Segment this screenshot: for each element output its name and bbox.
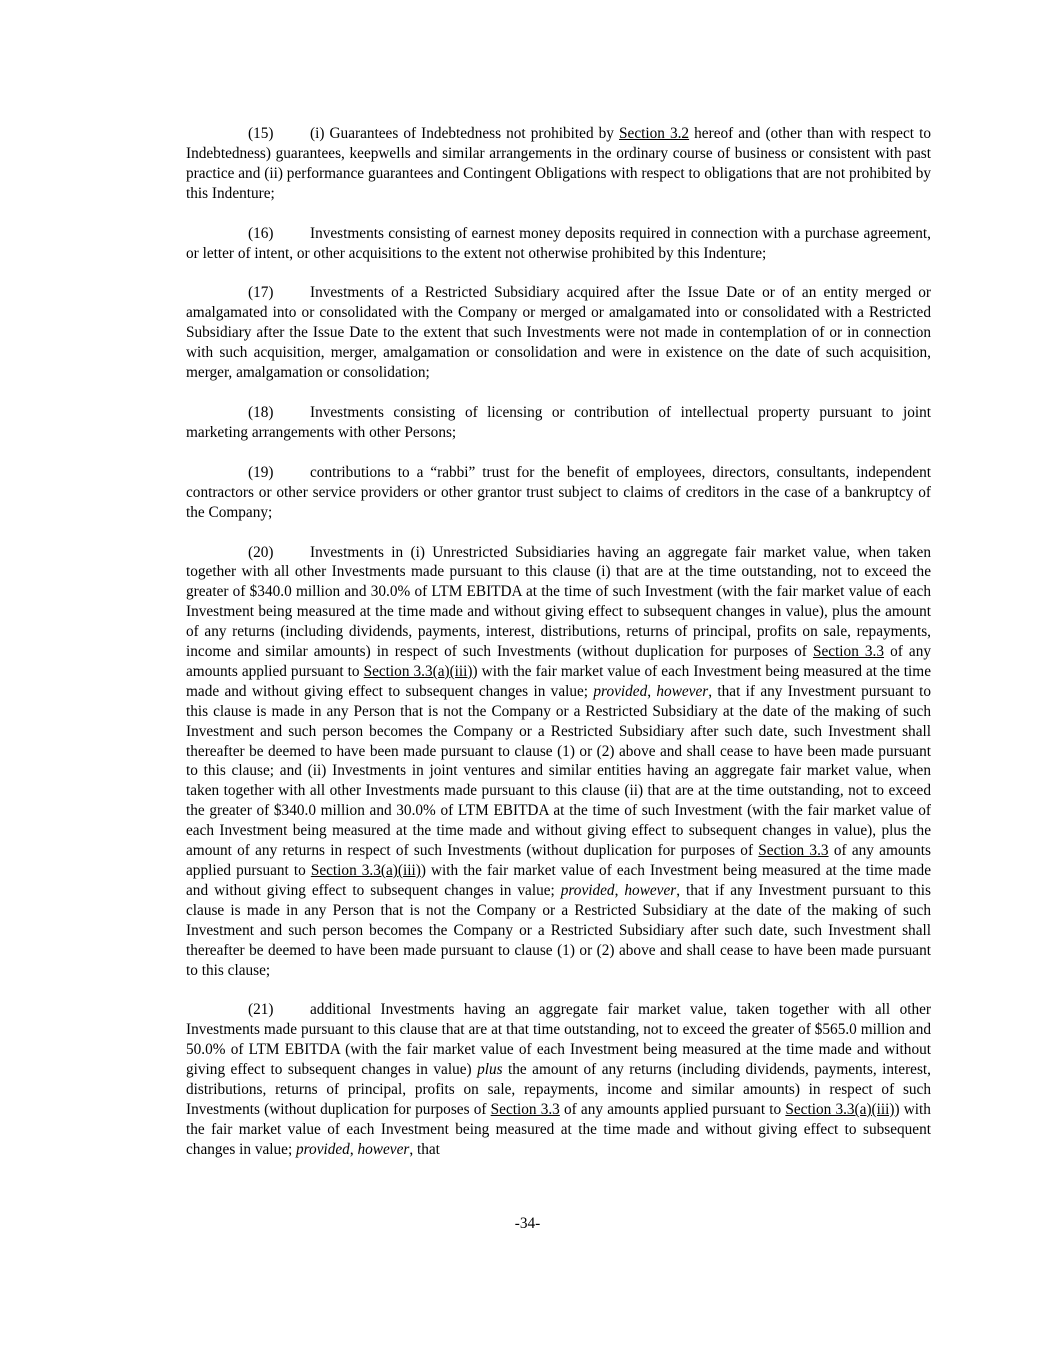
clause-text: Investments in (i) Unrestricted Subsidiaries having an aggregate fair market value, when taken together with all other Investments made pursuant to this clause (i) that are at the time outstanding, not to exceed the greater of $340.0 million and 30.0% of LTM EBITDA at the time of such Investment (with the fair market value of each Investment being measured at the time made and without giving effect to subsequent changes in value), plus the amount of any returns (including dividends, payments, interest, distributions, returns of principal, profits on sale, repayments, income and similar amounts) in respect of such Investments (without duplication for purposes of <box>186 543 931 661</box>
section-reference: Section 3.3(a)(iii) <box>310 862 421 879</box>
section-reference: Section 3.3(a)(iii) <box>785 1100 895 1118</box>
clause-text: hereof and (other than with respect to Indebtedness) guarantees, keepwells and similar arrangements in the ordinary course of business or consistent with past practice and (ii) performance guarantees and Contingent Obligations with respect to obligations that are not prohibited by this Indenture; <box>186 125 931 202</box>
clause-number: (18) <box>248 403 274 421</box>
emphasis-text: however <box>624 881 677 899</box>
section-reference: Section 3.3 <box>812 643 885 661</box>
clause-number: (20) <box>248 543 274 561</box>
clause-text: additional Investments having an aggregate fair market value, taken together with all other Investments made pursuant to this clause that are at that time outstanding, not to exceed the greater of $565.0 million and 50.0% of LTM EBITDA (with the fair market value of each Investment being measured at the time made and without giving effect to subsequent changes in value) <box>186 1001 931 1079</box>
clause-number: (19) <box>248 463 274 481</box>
emphasis-text: provided <box>296 1140 350 1158</box>
section-reference: Section 3.3 <box>758 842 829 860</box>
clause-text: ) with the fair market value of each Investment being measured at the time made and without giving effect to subsequent changes in value; <box>186 862 931 899</box>
clause-paragraph <box>186 403 931 443</box>
section-reference: Section 3.3 <box>490 1100 560 1118</box>
clause-text: the amount of any returns (including dividends, payments, interest, distributions, returns of principal, profits on sale, repayments, income and similar amounts) in respect of such Investments (without duplication for purposes of <box>186 1061 932 1118</box>
clause-number: (16) <box>248 224 274 242</box>
clause-text: ) with the fair market value of each Investment being measured at the time made and without giving effect to subsequent changes in value; <box>186 1100 931 1158</box>
clause-paragraph <box>186 463 931 523</box>
clause-text: (i) Guarantees of Indebtedness not prohibited by <box>310 125 620 142</box>
clause-text: of any amounts applied pursuant to <box>186 643 931 680</box>
clause-text: , that if any Investment pursuant to this clause is made in any Person that is not the Company or a Restricted Subsidiary at the date of the making of such Investment and such person becomes the Company or a Restricted Subsidiary after such date, such Investment shall thereafter be deemed to have been made pursuant to clause (1) or (2) above and shall cease to have been made pursuant to this clause; and (ii) Investments in joint ventures and similar entities having an aggregate fair market value, when taken together with all other Investments made pursuant to this clause (ii) that are at the time outstanding, not to exceed the greater of $340.0 million and 30.0% of LTM EBITDA at the time of such Investment (with the fair market value of each Investment being measured at the time made and without giving effect to subsequent changes in value), plus the amount of any returns in respect of such Investments (without duplication for purposes of <box>186 682 931 860</box>
clause-text: contributions to a “rabbi” trust for the benefit of employees, directors, consultants, independent contractors or other service providers or other grantor trust subject to claims of creditors in the case of a bankruptcy of the Company; <box>186 463 931 521</box>
emphasis-text: however <box>656 682 709 700</box>
page-number: -34- <box>514 1215 541 1232</box>
section-reference: Section 3.3(a)(iii) <box>363 662 473 680</box>
emphasis-text: provided <box>593 682 648 700</box>
clause-paragraph <box>186 1000 931 1159</box>
clause-number: (17) <box>248 284 274 302</box>
clause-text: Investments of a Restricted Subsidiary acquired after the Issue Date or of an entity merged or amalgamated into or consolidated with the Company or merged or amalgamated into or consolidated with a Restricted Subsidiary after the Issue Date to the extent that such Investments were not made in contemplation of or in connection with such acquisition, merger, amalgamation or consolidation and were in existence on the date of such acquisition, merger, amalgamation or consolidation; <box>186 284 931 382</box>
clause-text: ) with the fair market value of each Investment being measured at the time made and without giving effect to subsequent changes in value; <box>186 662 931 700</box>
clause-paragraph <box>186 124 931 204</box>
clause-text: , <box>349 1140 358 1158</box>
clause-paragraph <box>186 224 931 264</box>
clause-text: , <box>614 881 625 899</box>
clause-paragraph <box>186 543 931 981</box>
clause-number: (21) <box>248 1001 274 1019</box>
emphasis-text: provided <box>560 881 615 899</box>
clause-text: of any amounts applied pursuant to <box>186 842 931 879</box>
clause-text: , that <box>409 1140 440 1158</box>
clause-number: (15) <box>248 125 274 142</box>
document-body <box>186 124 931 1180</box>
clause-paragraph <box>186 283 931 383</box>
clause-text: , that if any Investment pursuant to this clause is made in any Person that is not the Company or a Restricted Subsidiary at the date of the making of such Investment and such person becomes the Company or a Restricted Subsidiary after such date, such Investment shall thereafter be deemed to have been made pursuant to clause (1) or (2) above and shall cease to have been made pursuant to this clause; <box>186 881 931 979</box>
clause-text: of any amounts applied pursuant to <box>559 1100 786 1118</box>
clause-text: , <box>647 682 657 700</box>
clause-text: Investments consisting of licensing or contribution of intellectual property pursuant to joint marketing arrangements with other Persons; <box>186 403 931 441</box>
emphasis-text: plus <box>477 1061 503 1079</box>
section-reference: Section 3.2 <box>619 125 690 142</box>
clause-text: Investments consisting of earnest money deposits required in connection with a purchase agreement, or letter of intent, or other acquisitions to the extent not otherwise prohibited by this Indenture; <box>186 224 931 262</box>
emphasis-text: however <box>357 1140 410 1158</box>
